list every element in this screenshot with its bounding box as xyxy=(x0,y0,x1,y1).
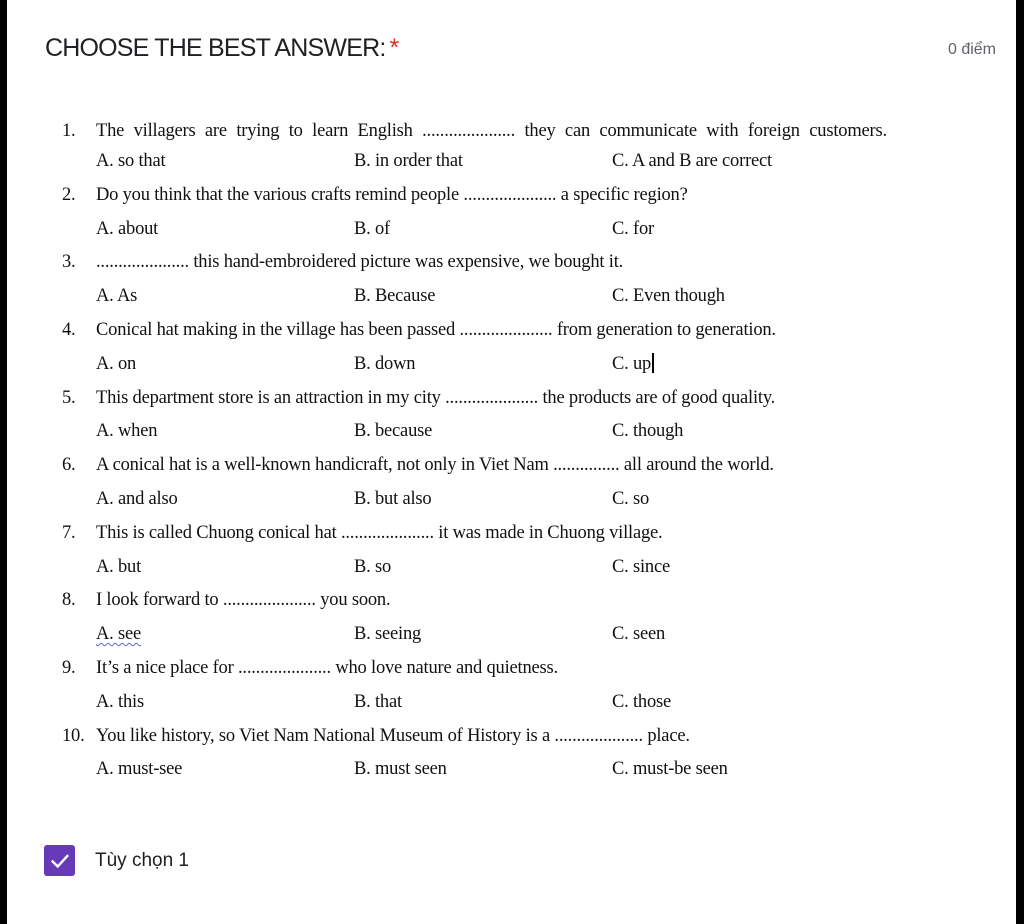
option-4a: A. on xyxy=(96,353,137,374)
question-title: CHOOSE THE BEST ANSWER: * xyxy=(45,34,399,62)
option-7b: B. so xyxy=(354,556,392,577)
option-1b: B. in order that xyxy=(354,151,463,171)
options-3 xyxy=(62,280,997,314)
option-1a: A. so that xyxy=(96,151,166,171)
option-8c: C. seen xyxy=(612,624,666,645)
option-2c: C. for xyxy=(612,218,654,239)
option-1c: C. A and B are correct xyxy=(612,151,772,171)
choice-option-1[interactable] xyxy=(44,845,189,876)
option-6a: A. and also xyxy=(96,488,178,509)
option-3c: C. Even though xyxy=(612,286,725,307)
option-10a: A. must-see xyxy=(96,759,183,780)
option-5c: C. though xyxy=(612,421,684,442)
options-2 xyxy=(62,213,997,247)
question-8: 8. I look forward to ..................... you soon. xyxy=(62,590,391,611)
option-4b: B. down xyxy=(354,353,416,374)
question-5: 5. This department store is an attraction in my city ..................... the products are of good quality. xyxy=(62,387,776,408)
points-label: 0 điểm xyxy=(947,41,996,58)
question-9: 9. It’s a nice place for ..................... who love nature and quietness. xyxy=(62,657,558,678)
question-7: 7. This is called Chuong conical hat ..................... it was made in Chuong village. xyxy=(62,522,663,543)
options-10 xyxy=(62,753,997,787)
options-1 xyxy=(62,145,997,179)
option-8a: A. see xyxy=(96,624,142,645)
option-3b: B. Because xyxy=(354,286,436,307)
question-1: 1. The villagers are trying to learn English ..................... they can communicate with foreign customers. xyxy=(62,121,887,141)
question-4: 4. Conical hat making in the village has been passed ..................... from generation to generation. xyxy=(62,319,776,340)
options-8 xyxy=(62,618,997,652)
option-8b: B. seeing xyxy=(354,624,422,645)
options-6 xyxy=(62,483,997,517)
question-10: 10. You like history, so Viet Nam National Museum of History is a .................... place. xyxy=(62,725,690,746)
option-2b: B. of xyxy=(354,218,391,239)
option-9b: B. that xyxy=(354,691,402,712)
choice-label: Tùy chọn 1 xyxy=(95,849,189,871)
question-3: 3. ..................... this hand-embroidered picture was expensive, we bought it. xyxy=(62,252,624,273)
required-asterisk: * xyxy=(389,34,399,62)
question-6: 6. A conical hat is a well-known handicraft, not only in Viet Nam ............... all around the world. xyxy=(62,455,774,476)
option-9c: C. those xyxy=(612,691,672,712)
option-7c: C. since xyxy=(612,556,671,577)
option-2a: A. about xyxy=(96,218,159,239)
option-4c: C. up xyxy=(612,348,870,382)
checkbox[interactable] xyxy=(44,845,75,876)
text-cursor xyxy=(652,353,654,373)
option-10c: C. must-be seen xyxy=(612,759,728,780)
option-6b: B. but also xyxy=(354,488,432,509)
options-9 xyxy=(62,686,997,720)
question-2: 2. Do you think that the various crafts remind people ..................... a specific region? xyxy=(62,184,688,205)
question-list xyxy=(62,117,997,787)
options-7 xyxy=(62,551,997,585)
option-5b: B. because xyxy=(354,421,433,442)
option-5a: A. when xyxy=(96,421,158,442)
option-9a: A. this xyxy=(96,691,144,712)
option-10b: B. must seen xyxy=(354,759,447,780)
option-7a: A. but xyxy=(96,556,142,577)
question-card xyxy=(7,0,1016,924)
options-4 xyxy=(62,348,997,382)
option-3a: A. As xyxy=(96,286,138,307)
options-5 xyxy=(62,415,997,449)
checkmark-icon xyxy=(49,850,71,872)
option-6c: C. so xyxy=(612,488,650,509)
